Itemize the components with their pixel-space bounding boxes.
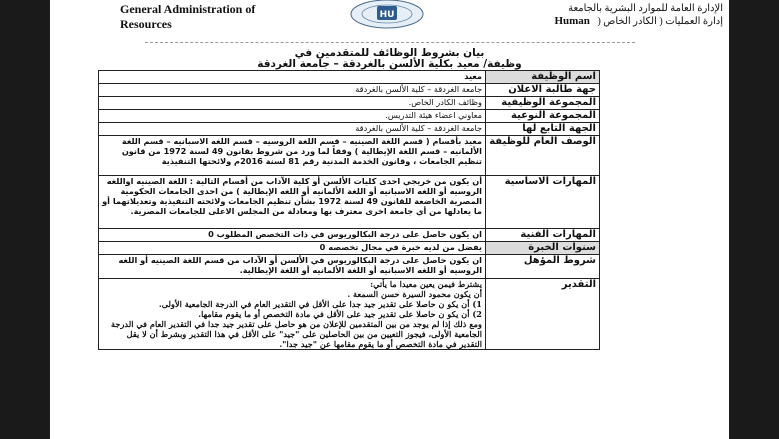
row-value: معاوني اعضاء هيئة التدريس. [99,110,486,123]
grade-paragraph: يشترط فيمن يعين معيدا ما يأتي: [370,279,482,289]
table-row-job-group [99,97,600,110]
row-label: شروط المؤهل [486,255,600,279]
table-row-job-name [99,71,600,84]
row-value: معيد [99,71,486,84]
row-value: معيد بأقسام ( قسم اللغة الصينيه – قسم اللغة الروسيه – قسم اللغه الاسبانيه – قسم اللغة الألمانيه – قسم اللغة الإيطالية ) وفقاً لما ورد من شروط بقانون 49 لسنة 1972 من قانون تنظيم الجامعات ، وقانون الخدمة المدنية رقم 81 لسنة 2016م ولائحتها التنفيذية [99,136,486,176]
document-title-line1: بيان بشروط الوظائف للمتقدمين في [294,47,485,59]
table-row-grade [99,279,600,350]
document-page [50,0,729,439]
logo-text: HU [379,10,395,20]
row-label: الوصف العام للوظيفة [486,136,600,176]
job-requirements-table [98,70,600,350]
table-row-basic-skills [99,176,600,229]
row-label: اسم الوظيفة [486,71,600,84]
left-dark-margin [0,0,50,439]
header-right-line2: إدارة العمليات ( الكادر الخاص ( [597,16,723,27]
row-value: جامعة الغردقة – كلية الألسن بالغردقة [99,84,486,97]
university-logo [342,0,432,32]
document-title-line2: وظيفة/ معيد بكلية الألسن بالغردقة – جامعة الغردقة [257,58,522,70]
right-dark-margin [729,0,779,439]
row-label: المهارات الفنية [486,229,600,242]
header-right-line1: الإدارة العامة للموارد البشرية بالجامعة [568,3,723,14]
row-label: التقدير [486,279,600,350]
row-value: أن يكون من خريجي احدى كليات الألسن أو كلية الآداب من أقسام التالية : اللغة الصينيه اواللغه الروسيه أو اللغه الاسبانيه أو اللغة الألمانيه أو اللغه الإيطالية ) من احدى الجامعات الحكومية المصرية الخاضعة للقانون 49 لسنة 1972 بشأن تنظيم الجامعات ولائحته التنفيذية وتعديلاتهما أو ما يعادلها من أي جامعة اخرى معترف بها ومعادلة من المجلس الاعلى للجامعات المصرية. [99,176,486,229]
table-row-experience [99,242,600,255]
header-separator [145,42,635,43]
row-label: سنوات الخبرة [486,242,600,255]
row-value: ان يكون حاصل على درجة البكالوريوس في الألسن أو الآداب من قسم اللغة الصينيه أو اللغه الروسيه أو اللغه الاسبانيه أو اللغة الألمانيه أو اللغة الإيطالية. [99,255,486,279]
header-right-english: Human [554,15,590,27]
table-row-affiliation [99,123,600,136]
row-label: جهة طالبة الاعلان [486,84,600,97]
grade-paragraph: 2) أن يكو ن حاصلا على تقدير جيد على الأقل في مادة التخصص أو ما يقوم مقامها. [198,309,482,319]
header-left-line1: General Administration of [120,2,256,16]
grade-paragraph: 1) أن يكو ن حاصلا على تقدير جيد جدا على الأقل في التقدير العام في الدرجة الجامعية الأولى. [158,299,482,309]
table-row-requesting-body [99,84,600,97]
table-row-technical-skills [99,229,600,242]
row-value: ان يكون حاصل على درجة البكالوريوس في ذات التخصص المطلوب 0 [99,229,486,242]
table-row-qualitative-group [99,110,600,123]
row-label: الجهة التابع لها [486,123,600,136]
header-left-line2: Resources [120,17,172,31]
row-value: جامعة الغردقة – كلية الألسن بالغردقة [99,123,486,136]
table-row-job-description [99,136,600,176]
grade-paragraph: أن يكون محمود السيرة حسن السمعة . [347,289,482,299]
row-label: المجموعة النوعية [486,110,600,123]
grade-requirements [99,279,486,350]
row-value: وظائف الكادر الخاص. [99,97,486,110]
row-label: المهارات الاساسية [486,176,600,229]
row-label: المجموعة الوظيفية [486,97,600,110]
row-value: يفضل من لديه خبرة في مجال تخصصه 0 [99,242,486,255]
header-right-arabic [554,2,723,28]
table-row-qualification [99,255,600,279]
grade-paragraph: ومع ذلك إذا لم يوجد من بين المتقدمين للإعلان من هو حاصل على تقدير جيد جدا في التقدير العام في الدرجة الجامعية الأولى، فيجوز التعيين من بين الحاصلين على "جيد" على الأقل في هذا التقدير وبشرط أن لا يقل التقدير في مادة التخصص أو ما يقوم مقامها عن "جيد جدا". [111,319,482,349]
header-left-english [120,2,255,32]
